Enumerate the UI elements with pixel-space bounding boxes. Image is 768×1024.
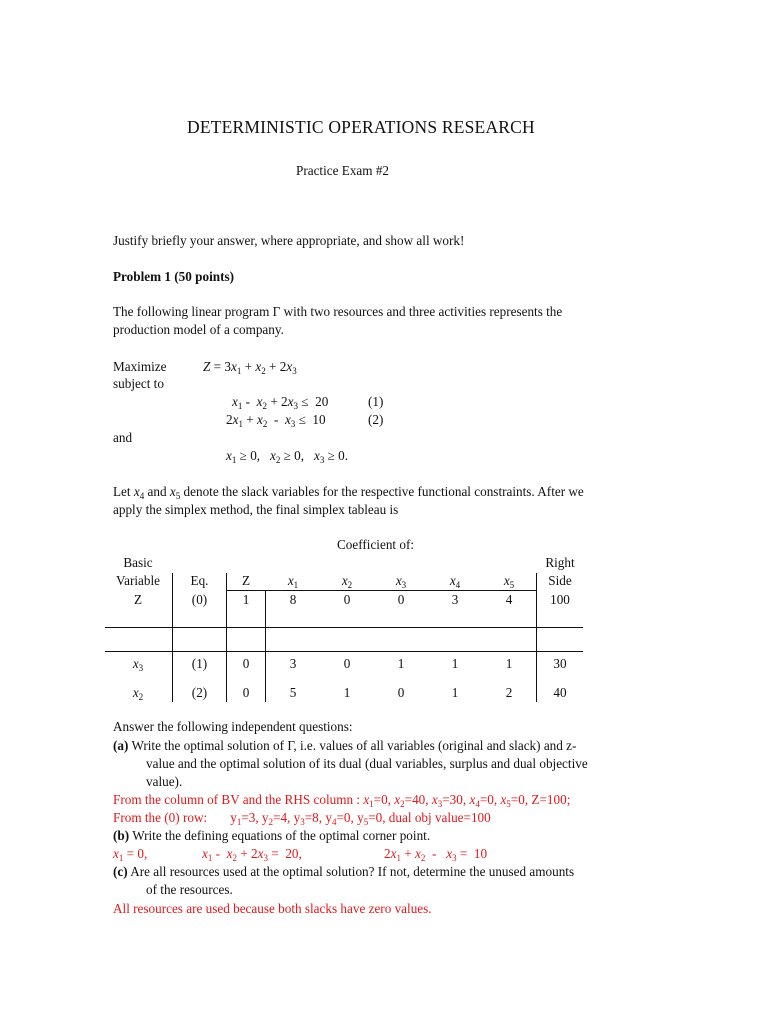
tableau-rule-coef: [227, 590, 536, 591]
lp-constraint-2: $2x_1 + x_2 - x_3 \le 10$: [226, 412, 326, 429]
row2-rhs: 40: [553, 685, 567, 700]
intro-line-1: The following linear program Γ with two resources and three activities represents the: [113, 304, 563, 319]
question-a-line-1: (a) Write the optimal solution of Γ, i.e. values of all variables (original and slack) and z-: [113, 738, 577, 753]
row1-x5: 1: [505, 656, 513, 671]
row2-x3: 0: [397, 685, 405, 700]
question-c-line-2: of the resources.: [146, 882, 233, 897]
row0-x2: 0: [343, 592, 351, 607]
header-right: Right: [545, 555, 575, 570]
slack-line-2: apply the simplex method, the final simplex tableau is: [113, 502, 399, 517]
instructions: Justify briefly your answer, where appropriate, and show all work!: [113, 233, 465, 248]
tableau-vline-3: [265, 591, 266, 702]
lp-objective: $Z = 3x_1 + x_2 + 2x_3$: [203, 359, 297, 376]
row2-x5: 2: [505, 685, 513, 700]
question-a-line-2: value and the optimal solution of its dual (dual variables, surplus and dual objective: [146, 756, 588, 771]
answer-b-eq-2: $x_1 - x_2 + 2x_3 = 20$,: [202, 846, 302, 863]
row2-z: 0: [242, 685, 250, 700]
row0-x4: 3: [451, 592, 459, 607]
header-x3: $x_3$: [395, 573, 407, 590]
slack-line-1: Let $x_4$ and $x_5$ denote the slack variables for the respective functional constraints. After we: [113, 484, 584, 501]
lp-subject-to-label: subject to: [113, 376, 164, 391]
row0-x3: 0: [397, 592, 405, 607]
tableau-rule-1: [105, 627, 583, 628]
row2-x1: 5: [289, 685, 297, 700]
row0-x5: 4: [505, 592, 513, 607]
header-z: Z: [241, 573, 251, 588]
row0-basic: Z: [133, 592, 143, 607]
header-x2: $x_2$: [341, 573, 353, 590]
row0-z: 1: [242, 592, 250, 607]
answer-intro: Answer the following independent questions:: [113, 719, 353, 734]
answer-a-line-1: From the column of BV and the RHS column : $x_1=0$, $x_2=40$, $x_3=30$, $x_4=0$, $x_5=0$, Z=100;: [113, 792, 571, 809]
tableau-vline-1: [172, 573, 173, 702]
row2-basic: $x_2$: [132, 685, 144, 702]
question-b-label: (b): [113, 828, 130, 843]
lp-nonnegativity: $x_1 \ge 0$, $x_2 \ge 0$, $x_3 \ge 0$.: [226, 448, 349, 465]
header-variable: Variable: [116, 573, 160, 588]
row2-x4: 1: [451, 685, 459, 700]
row0-rhs: 100: [550, 592, 570, 607]
answer-a-line-2: From the (0) row: $y_1=3$, $y_2=4$, $y_3=8$, $y_4=0$, $y_5=0$, dual obj value=100: [113, 810, 491, 827]
answer-c: All resources are used because both slacks have zero values.: [113, 901, 432, 916]
row2-x2: 1: [343, 685, 351, 700]
header-x1: $x_1$: [287, 573, 299, 590]
page-title: DETERMINISTIC OPERATIONS RESEARCH: [187, 117, 535, 137]
row0-x1: 8: [289, 592, 297, 607]
question-b: (b) Write the defining equations of the optimal corner point.: [113, 828, 431, 843]
lp-constraint-2-label: (2): [368, 412, 384, 427]
question-c-label: (c): [113, 864, 128, 879]
header-basic: Basic: [123, 555, 153, 570]
lp-and-label: and: [113, 430, 133, 445]
tableau-coef-header: Coefficient of:: [337, 537, 415, 552]
row1-x1: 3: [289, 656, 297, 671]
question-c-line-1: (c) Are all resources used at the optimal solution? If not, determine the unused amounts: [113, 864, 575, 879]
row1-z: 0: [242, 656, 250, 671]
header-x5: $x_5$: [503, 573, 515, 590]
row1-x3: 1: [397, 656, 405, 671]
row1-x2: 0: [343, 656, 351, 671]
row1-x4: 1: [451, 656, 459, 671]
row1-basic: $x_3$: [132, 656, 144, 673]
intro-line-2: production model of a company.: [113, 322, 284, 337]
row1-rhs: 30: [553, 656, 567, 671]
tableau-vline-4: [536, 573, 537, 702]
tableau-rule-2: [105, 651, 583, 652]
header-eq: Eq.: [190, 573, 209, 588]
lp-maximize-label: Maximize: [113, 359, 167, 374]
row0-eq: (0): [191, 592, 208, 607]
header-side: Side: [548, 573, 572, 588]
question-a-label: (a): [113, 738, 129, 753]
exam-subtitle: Practice Exam #2: [296, 163, 390, 178]
question-a-line-3: value).: [146, 774, 183, 789]
lp-constraint-1: $x_1 - x_2 + 2x_3 \le 20$: [232, 394, 329, 411]
lp-constraint-1-label: (1): [368, 394, 384, 409]
problem-heading: Problem 1 (50 points): [113, 269, 235, 284]
tableau-vline-2: [226, 573, 227, 702]
answer-b-eq-3: $2x_1 + x_2 - x_3 = 10$: [384, 846, 488, 863]
answer-b-eq-1: $x_1 = 0$,: [113, 846, 148, 863]
row1-eq: (1): [191, 656, 208, 671]
row2-eq: (2): [191, 685, 208, 700]
header-x4: $x_4$: [449, 573, 461, 590]
